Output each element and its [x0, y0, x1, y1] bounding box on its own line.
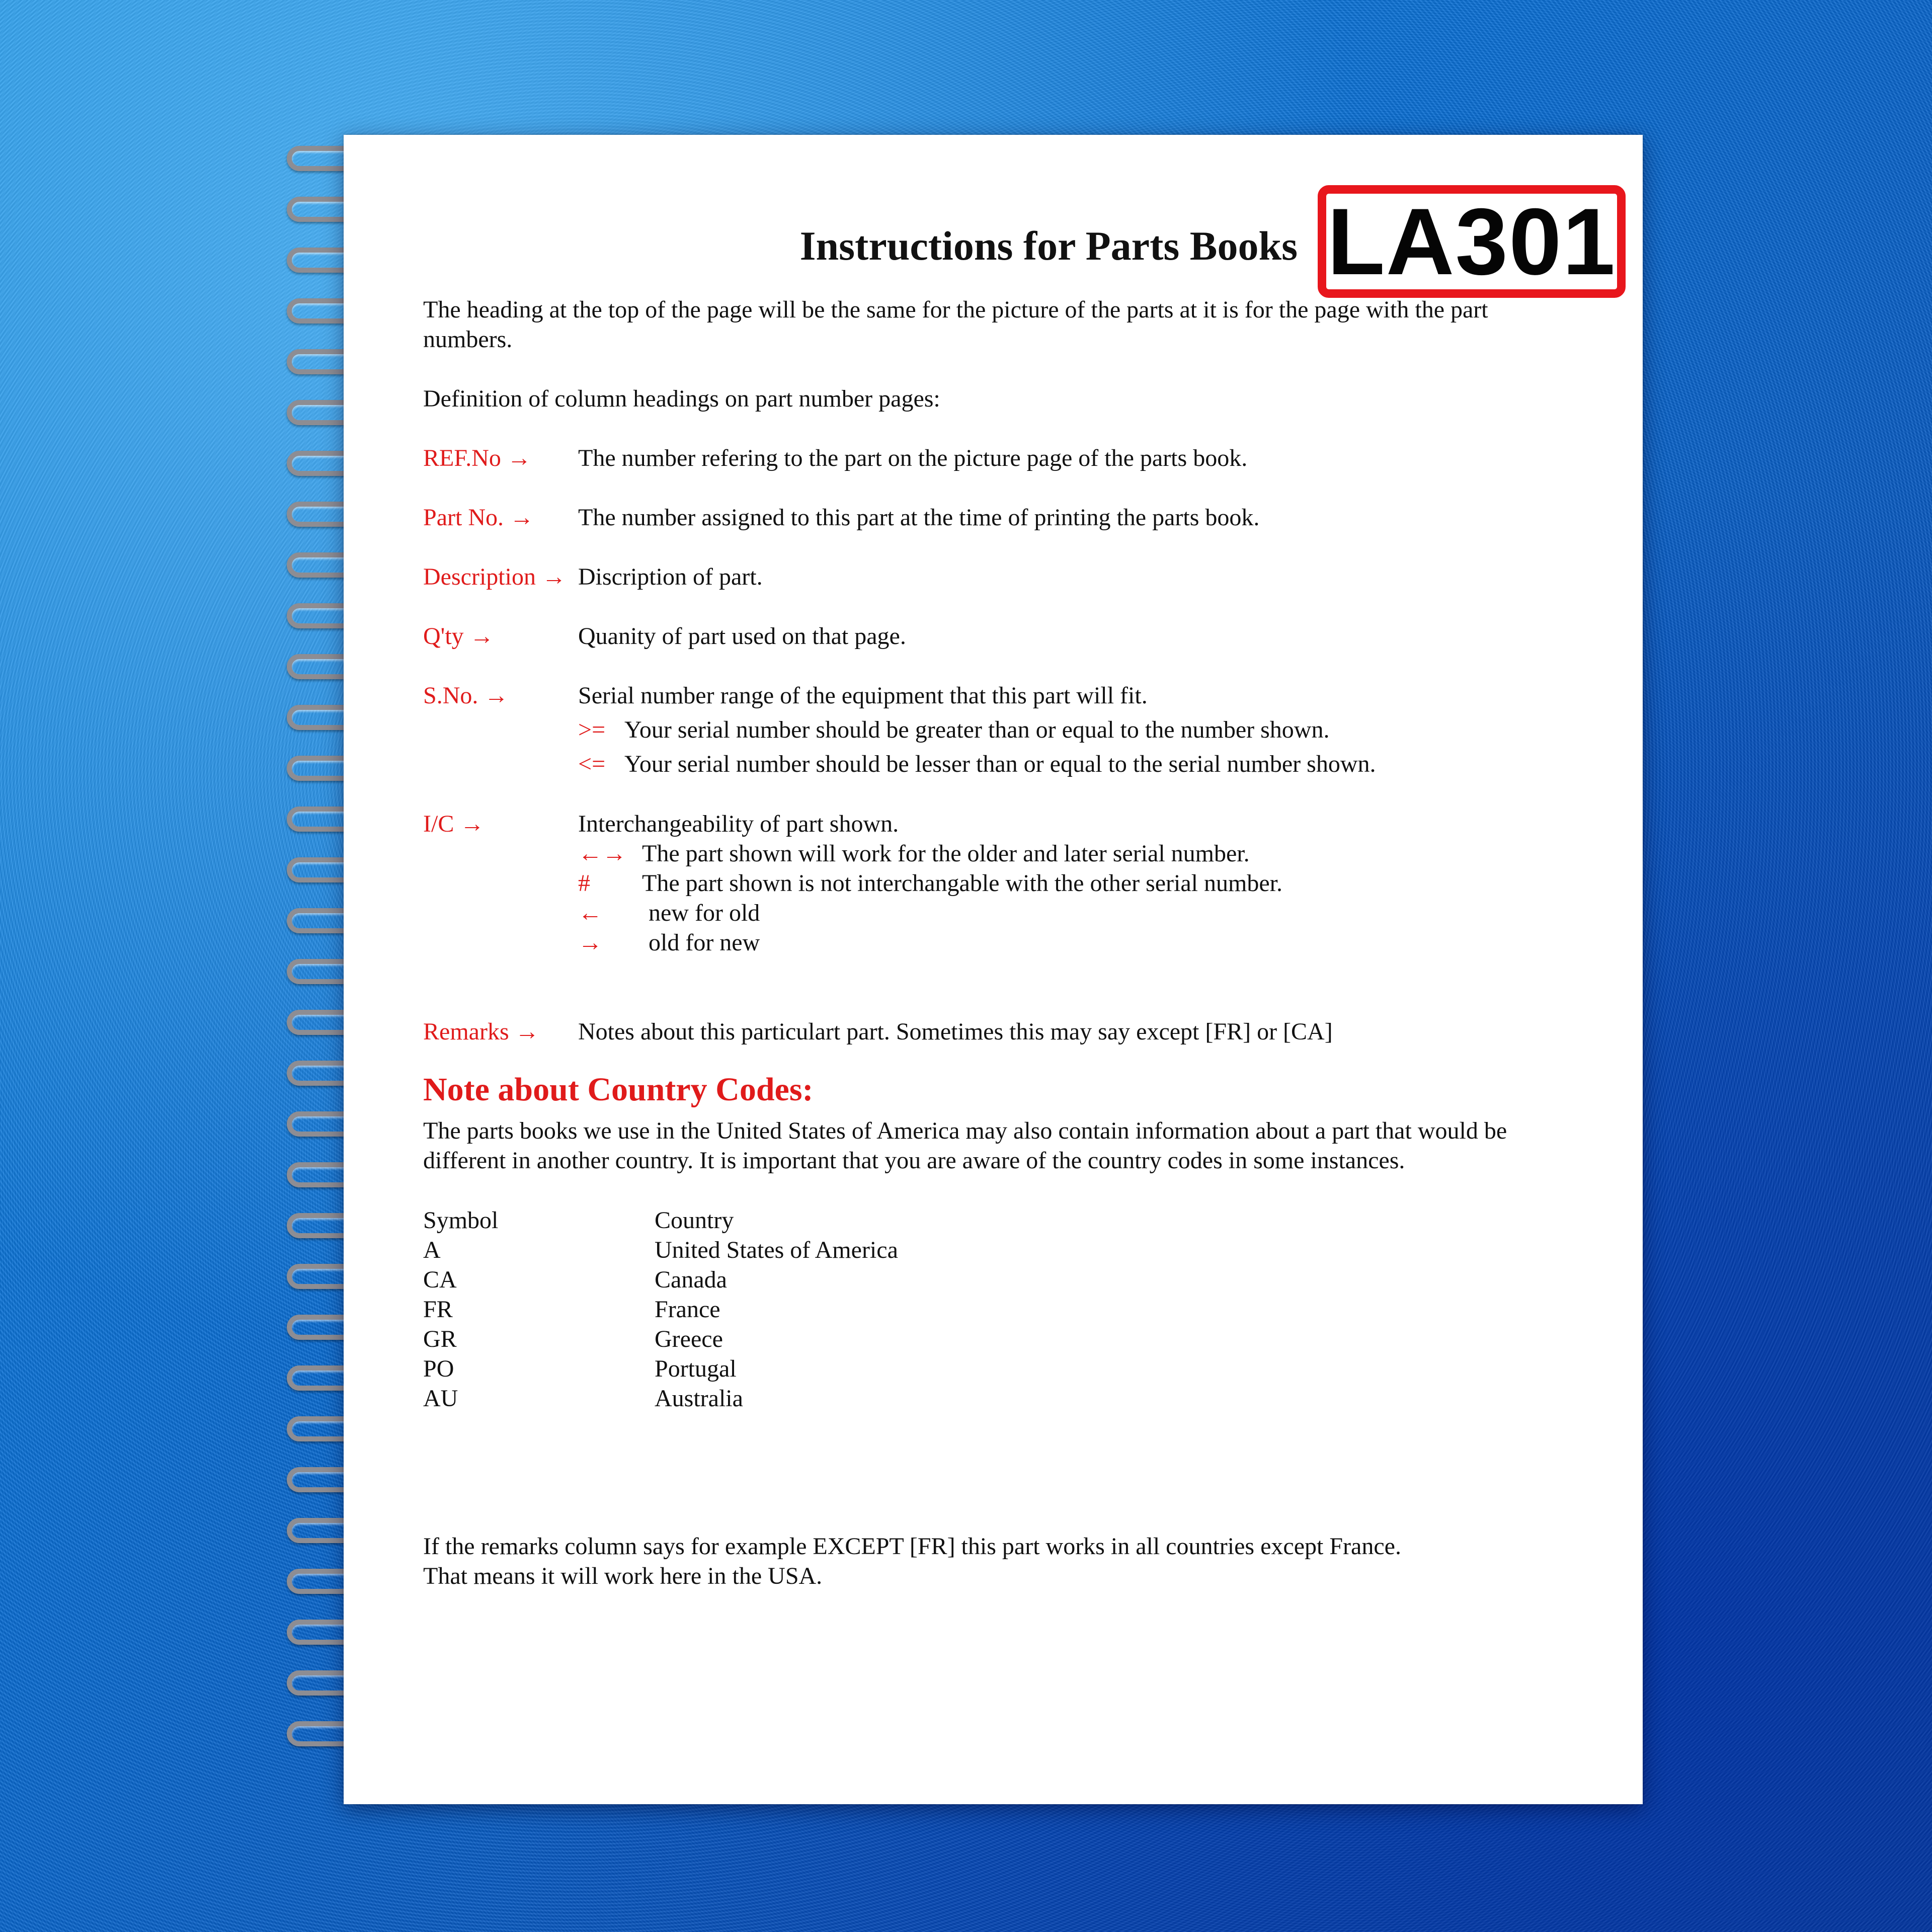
greater-equal-symbol: >=	[578, 716, 606, 743]
arrow-right-icon: →	[515, 1018, 539, 1045]
country-table	[423, 1205, 1600, 1413]
greater-equal-text: Your serial number should be greater than or equal to the number shown.	[624, 716, 1330, 743]
country-intro	[423, 1116, 1600, 1175]
arrow-right-icon: →	[460, 811, 485, 837]
term-description: Description →	[423, 564, 566, 590]
country-symbol: FR	[423, 1296, 453, 1323]
desc-sno: Serial number range of the equipment that this part will fit.	[578, 682, 1148, 709]
arrow-right-icon: →	[509, 504, 534, 531]
ic-new-for-old-text: new for old	[649, 900, 760, 926]
country-row	[423, 1324, 1600, 1354]
country-row	[423, 1295, 1600, 1324]
desc-remarks: Notes about this particulart part. Sometimes this may say except [FR] or [CA]	[578, 1018, 1333, 1045]
arrow-right-icon: →	[541, 564, 566, 590]
country-footer-line-1: If the remarks column says for example EXCEPT [FR] this part works in all countries except France.	[423, 1533, 1401, 1560]
arrow-both-icon: ←→	[578, 840, 626, 867]
country-name: Portugal	[655, 1355, 737, 1382]
country-row	[423, 1235, 1600, 1265]
title-row	[423, 160, 1621, 294]
country-intro-line-1: The parts books we use in the United States of America may also contain information about a part that would be	[423, 1117, 1507, 1144]
country-row	[423, 1265, 1600, 1295]
ic-hash-text: The part shown is not interchangable with the other serial number.	[642, 870, 1282, 897]
ic-old-for-new-text: old for new	[649, 929, 760, 956]
ic-both-text: The part shown will work for the older and later serial number.	[642, 840, 1250, 867]
arrow-right-icon: →	[507, 445, 531, 471]
desc-part-no: The number assigned to this part at the time of printing the parts book.	[578, 504, 1260, 531]
intro-paragraph	[423, 295, 1600, 354]
country-codes-heading: Note about Country Codes:	[423, 1071, 814, 1108]
intro-line-2: numbers.	[423, 326, 513, 353]
country-symbol: CA	[423, 1266, 457, 1293]
country-symbol: GR	[423, 1326, 457, 1352]
term-ref: REF.No →	[423, 445, 531, 471]
desc-ref: The number refering to the part on the picture page of the parts book.	[578, 445, 1248, 471]
page-title: Instructions for Parts Books	[799, 223, 1298, 269]
term-part-no: Part No. →	[423, 504, 534, 531]
country-name: Canada	[655, 1266, 727, 1293]
country-symbol: PO	[423, 1355, 454, 1382]
country-name: United States of America	[655, 1237, 898, 1263]
country-row	[423, 1354, 1600, 1384]
country-row	[423, 1384, 1600, 1413]
country-intro-line-2: different in another country. It is important that you are aware of the country codes in some instances.	[423, 1147, 1405, 1174]
desc-qty: Quanity of part used on that page.	[578, 623, 906, 650]
arrow-right-icon: →	[469, 623, 494, 650]
arrow-right-icon: →	[578, 929, 602, 956]
term-qty: Q'ty →	[423, 623, 494, 650]
country-symbol: A	[423, 1237, 441, 1263]
term-remarks: Remarks →	[423, 1018, 539, 1045]
desc-description: Discription of part.	[578, 564, 763, 590]
country-footer	[423, 1532, 1600, 1591]
country-table-header	[423, 1205, 1600, 1235]
arrow-left-icon: ←	[578, 900, 602, 926]
page-content	[423, 135, 1617, 1804]
model-badge: LA301	[1318, 185, 1626, 298]
country-name: France	[655, 1296, 720, 1323]
less-equal-text: Your serial number should be lesser than or equal to the serial number shown.	[624, 751, 1376, 777]
desc-ic: Interchangeability of part shown.	[578, 811, 899, 837]
country-name: Greece	[655, 1326, 723, 1352]
hash-symbol: #	[578, 870, 590, 897]
definition-heading: Definition of column headings on part number pages:	[423, 385, 940, 412]
term-sno: S.No. →	[423, 682, 509, 709]
symbol-column-header: Symbol	[423, 1207, 499, 1234]
country-footer-line-2: That means it will work here in the USA.	[423, 1563, 823, 1589]
parts-book-page	[344, 135, 1643, 1804]
country-column-header: Country	[655, 1207, 734, 1234]
intro-line-1: The heading at the top of the page will be the same for the picture of the parts at it is for the page with the part	[423, 296, 1488, 323]
country-name: Australia	[655, 1385, 743, 1412]
country-symbol: AU	[423, 1385, 458, 1412]
term-ic: I/C →	[423, 811, 485, 837]
arrow-right-icon: →	[484, 682, 509, 709]
less-equal-symbol: <=	[578, 751, 606, 777]
